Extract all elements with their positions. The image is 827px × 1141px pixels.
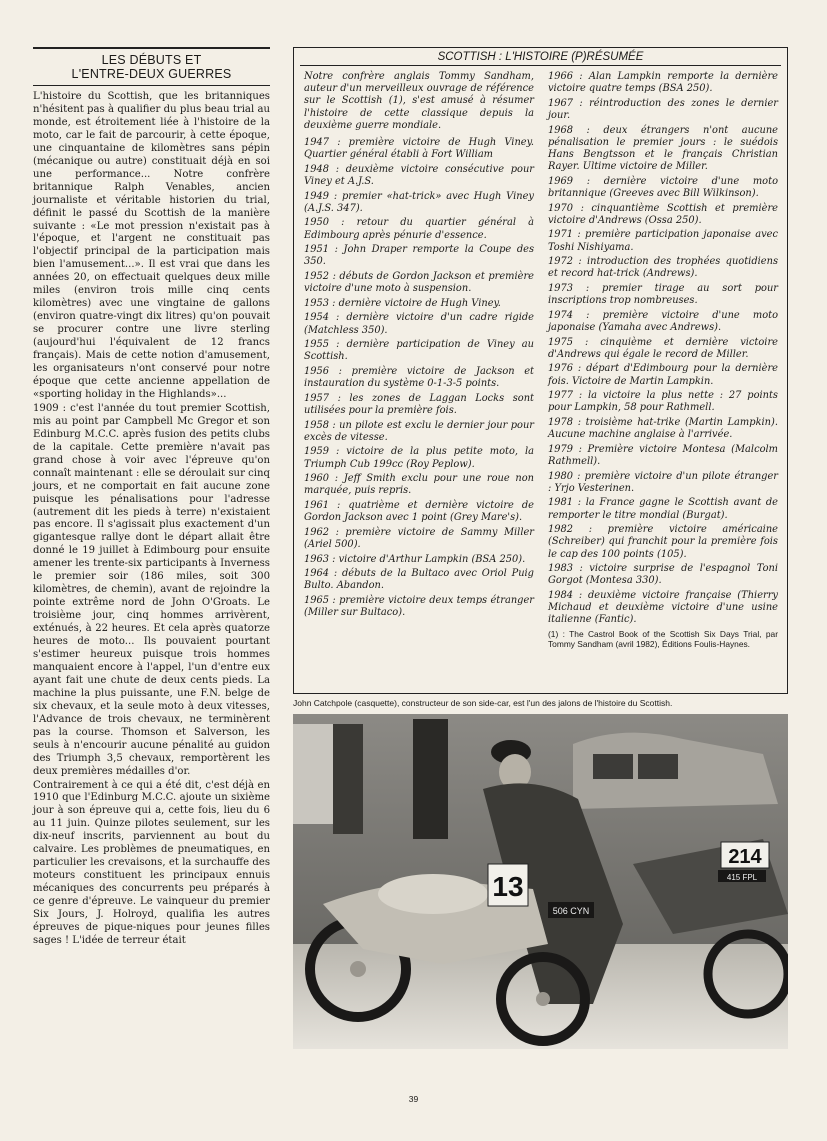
article-paragraph: 1909 : c'est l'année du tout premier Scottish, mis au point par Campbell Mc Gregor et son Edinburg M.C.C. après fusion des petits clubs de la capitale. Cette première n'avait pas grand chose à voir avec l'épreuve qu'on connaît maintenant : elle se déroulait sur cinq jours, et ne comportait en fait aucune zone puisque les pénalisations pour l'adresse (autrement dit les pieds à terre) n'existaient pas encore. Il s'agissait plus exactement d'un gigantesque rallye dont le départ allait être donné le 19 juillet à Edimbourg pour ensuite amener les trente-six participants à Inverness le premier soir (186 miles, soit 300 kilomètres, de chemin), avant de rejoindre la pointe extrême nord de John O'Groats. Le troisième jour, cinq hommes arrivèrent, exténués, à 22 heures. Et cela après quatorze heures de moto... Ils pouvaient pourtant s'estimer heureux puisque trois hommes manquaient encore à l'appel, l'un d'entre eux ayant fait une chute de deux cents pieds. La machine la plus puissante, une F.N. belge de six chevaux, et la seule moto à deux vitesses, l'Advance de trois chevaux, ne terminèrent pas la course. Thomson et Salverson, les seuls à n'encourir aucune pénalité au guidon des Triumph 3,5 chevaux, remportèrent les deux premières médailles d'or. <box>33 402 270 777</box>
photo-motorcycles <box>293 714 788 1049</box>
chronology-entry: 1978 : troisième hat-trike (Martin Lampkin). Aucune machine anglaise à l'arrivée. <box>548 416 778 441</box>
page-number: 39 <box>408 1094 419 1104</box>
chronology-entry: 1981 : la France gagne le Scottish avant de remporter le titre mondial (Burgat). <box>548 497 778 521</box>
photo-caption: John Catchpole (casquette), constructeur de son side-car, est l'un des jalons de l'histoire du Scottish. <box>293 698 673 708</box>
chronology-entry: 1972 : introduction des trophées quotidiens et record hat-trick (Andrews). <box>548 256 778 280</box>
chronology-entry: 1966 : Alan Lampkin remporte la dernière victoire quatre temps (BSA 250). <box>548 71 778 95</box>
chronology-entry: 1980 : première victoire d'un pilote étranger : Yrjo Vesterinen. <box>548 470 778 494</box>
article-heading <box>33 53 270 81</box>
chronology-entry: 1952 : débuts de Gordon Jackson et première victoire d'une moto à suspension. <box>304 271 534 295</box>
chronology-entry: 1948 : deuxième victoire consécutive pour Viney et A.J.S. <box>304 163 534 188</box>
chronology-entry: 1983 : victoire surprise de l'espagnol Toni Gorgot (Montesa 330). <box>548 563 778 587</box>
chronology-entry: 1967 : réintroduction des zones le dernier jour. <box>548 97 778 121</box>
article-paragraph: Contrairement à ce qui a été dit, c'est déjà en 1910 que l'Edinburg M.C.C. ajoute un sixième jour à son épreuve qui a, cette fois, lieu du 6 au 11 juin. Quinze pilotes seulement, sur les dix-neuf inscrits, parviennent au bout du calvaire. Les problèmes de pneumatiques, en particulier les crevaisons, et la surchauffe des moteurs constituent les principaux ennuis mécaniques des concurrents peu préparés à ce genre d'épreuve. Le vainqueur du premier Six Jours, J. Holroyd, qualifia les autres épreuves de pique-niques pour jeunes filles sages ! L'idée de terreur était <box>33 779 270 946</box>
chronology-entry: 1958 : un pilote est exclu le dernier jour pour excès de vitesse. <box>304 419 534 443</box>
chronology-entry: 1977 : la victoire la plus nette : 27 points pour Lampkin, 58 pour Rathmell. <box>548 390 778 414</box>
article-paragraph: L'histoire du Scottish, que les britanniques n'hésitent pas à qualifier du plus beau trial au monde, est étroitement liée à l'histoire de la moto, car le fait de parcourir, à cette époque, une cinquantaine de kilomètres sans pépin (mécanique ou autre) constituait déjà en soi une performance... Notre confrère britannique Ralph Venables, ancien journaliste et véritable historien du trial, définit le passé du Scottish de la manière suivante : «Le mot pression n'existait pas à l'époque, et l'argent ne constituait pas l'objectif principal de la participation mais bien l'amusement...». Il est vrai que dans les années 20, on effectuait quelques deux mille miles (environ trois mille cinq cents kilomètres) avec une vingtaine de gallons (environ quatre-vingt dix litres) qu'on pouvait se procurer contre une livre sterling (aujourd'hui l'équivalent de 12 francs français). Mais de cette notion d'amusement, les organisateurs n'ont conservé pour notre époque que cette ancienne appellation de «sporting holiday in the Highlands»... <box>33 91 270 400</box>
chronology-entry: 1970 : cinquantième Scottish et première victoire d'Andrews (Ossa 250). <box>548 202 778 226</box>
history-sidebar-box <box>293 47 788 694</box>
chronology-entry: 1961 : quatrième et dernière victoire de Gordon Jackson avec 1 point (Grey Mare's). <box>304 499 534 524</box>
chronology-entry: 1969 : dernière victoire d'une moto britannique (Greeves avec Bill Wilkinson). <box>548 175 778 199</box>
chronology-entry: 1976 : départ d'Edimbourg pour la dernière fois. Victoire de Martin Lampkin. <box>548 363 778 387</box>
heading-rule-bottom <box>33 85 270 86</box>
chronology-entry: 1956 : première victoire de Jackson et instauration du système 0-1-3-5 points. <box>304 365 534 390</box>
chronology-entry: 1965 : première victoire deux temps étranger (Miller sur Bultaco). <box>304 594 534 619</box>
chronology-entry: 1960 : Jeff Smith exclu pour une roue non marquée, puis repris. <box>304 473 534 497</box>
sidebar-title: SCOTTISH : L'HISTOIRE (P)RÉSUMÉE <box>300 48 781 66</box>
chronology-entry: 1982 : première victoire américaine (Schreiber) qui franchit pour la première fois le cap des 100 points (105). <box>548 524 778 560</box>
chronology-entry: 1950 : retour du quartier général à Edimbourg après pénurie d'essence. <box>304 217 534 241</box>
heading-line-2: L'ENTRE-DEUX GUERRES <box>71 67 232 81</box>
chronology-entry: 1954 : dernière victoire d'un cadre rigide (Matchless 350). <box>304 312 534 336</box>
chronology-entry: 1951 : John Draper remporte la Coupe des 350. <box>304 244 534 268</box>
chronology-entry: 1963 : victoire d'Arthur Lampkin (BSA 250). <box>304 553 526 565</box>
article-body <box>33 91 270 948</box>
photo-illustration <box>293 714 788 1049</box>
chronology-entry: 1962 : première victoire de Sammy Miller (Ariel 500). <box>304 526 534 550</box>
heading-rule-top <box>33 47 270 49</box>
registration-plate-right: 415 FPL <box>726 873 758 882</box>
chronology-entry: 1974 : première victoire d'une moto japonaise (Yamaha avec Andrews). <box>548 309 778 333</box>
chronology-entry: 1947 : première victoire de Hugh Viney. Quartier général établi à Fort William <box>304 137 534 161</box>
chronology-entry: 1949 : premier «hat-trick» avec Hugh Viney (A.J.S. 347). <box>304 190 534 214</box>
main-article <box>33 47 270 948</box>
chronology-entry: 1984 : deuxième victoire française (Thierry Michaud et deuxième victoire d'une usine italienne (Fantic). <box>548 589 778 626</box>
sidebar-column-right <box>548 71 778 650</box>
chronology-entry: 1957 : les zones de Laggan Locks sont utilisées pour la première fois. <box>304 392 534 416</box>
chronology-entry: 1973 : premier tirage au sort pour inscriptions trop nombreuses. <box>548 282 778 307</box>
heading-line-1: LES DÉBUTS ET <box>101 53 202 67</box>
chronology-entry: 1975 : cinquième et dernière victoire d'Andrews qui égale le record de Miller. <box>548 336 778 360</box>
chronology-entry: 1959 : victoire de la plus petite moto, la Triumph Cub 199cc (Roy Peplow). <box>304 446 534 470</box>
registration-plate: 506 CYN <box>552 906 590 916</box>
chronology-entry: 1968 : deux étrangers n'ont aucune pénalisation le premier jours : le suédois Hans Bengtsson et le français Christian Rayer. Ultime victoire de Miller. <box>548 124 778 173</box>
chronology-entry: 1955 : dernière participation de Viney au Scottish. <box>304 339 534 363</box>
chronology-entry: 1953 : dernière victoire de Hugh Viney. <box>304 297 501 309</box>
race-number-right: 214 <box>728 846 762 868</box>
sidebar-footnote: (1) : The Castrol Book of the Scottish Six Days Trial, par Tommy Sandham (avril 1982), Éditions Foulis-Haynes. <box>548 628 778 650</box>
race-number: 13 <box>492 871 524 902</box>
chronology-entry: 1971 : première participation japonaise avec Toshi Nishiyama. <box>548 229 778 253</box>
sidebar-column-left <box>304 71 534 650</box>
chronology-entry: 1964 : débuts de la Bultaco avec Oriol Puig Bulto. Abandon. <box>304 568 534 592</box>
chronology-entry: 1979 : Première victoire Montesa (Malcolm Rathmell). <box>548 443 778 467</box>
sidebar-intro: Notre confrère anglais Tommy Sandham, auteur d'un merveilleux ouvrage de référence sur le Scottish (1), s'est amusé à résumer l'histoire de cette classique depuis la deuxième guerre mondiale. <box>304 71 534 131</box>
